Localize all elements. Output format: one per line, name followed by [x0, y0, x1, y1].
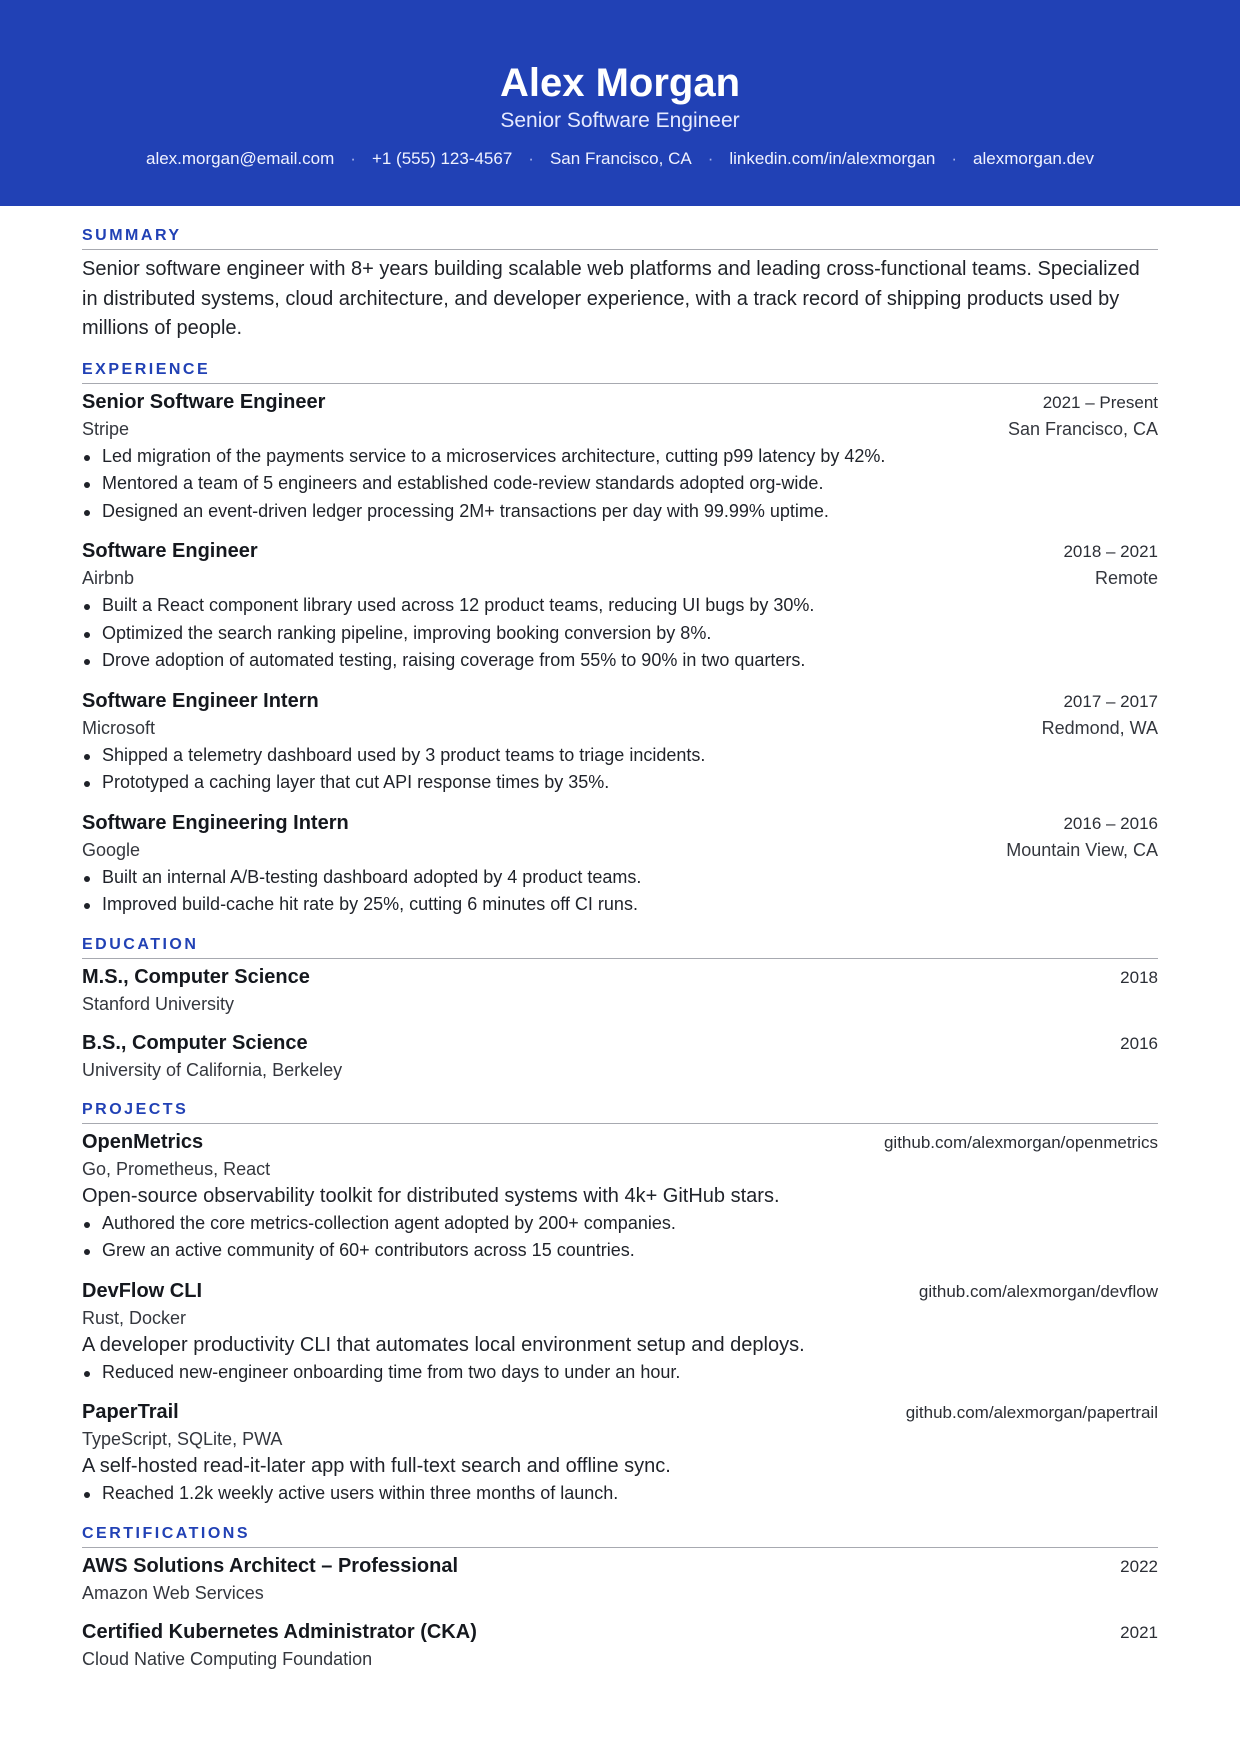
- bullet-item: Designed an event-driven ledger processing 2M+ transactions per day with 99.99% uptime.: [82, 498, 1158, 526]
- graduation-year: 2018: [1120, 967, 1158, 987]
- degree-name: B.S., Computer Science: [82, 1031, 308, 1054]
- project-stack: TypeScript, SQLite, PWA: [82, 1429, 283, 1449]
- job-dates: 2021 – Present: [1042, 392, 1158, 412]
- bullet-item: Reduced new-engineer onboarding time from two days to under an hour.: [82, 1359, 1158, 1387]
- job-company: Google: [82, 839, 141, 860]
- summary-section: [82, 226, 1158, 344]
- contact-linkedin[interactable]: linkedin.com/in/alexmorgan: [729, 149, 936, 168]
- certification-name: AWS Solutions Architect – Professional: [82, 1554, 458, 1577]
- bullet-item: Shipped a telemetry dashboard used by 3 product teams to triage incidents.: [82, 742, 1158, 770]
- job-entry: [82, 538, 1158, 675]
- section-heading: PROJECTS: [82, 1100, 1158, 1124]
- job-role: Software Engineering Intern: [82, 811, 349, 834]
- job-company: Microsoft: [82, 717, 156, 738]
- job-location: Mountain View, CA: [1006, 839, 1158, 860]
- bullet-item: Optimized the search ranking pipeline, improving booking conversion by 8%.: [82, 620, 1158, 648]
- certification-entry: [82, 1553, 1158, 1607]
- project-description: Open-source observability toolkit for distributed systems with 4k+ GitHub stars.: [82, 1184, 780, 1207]
- projects-section: [82, 1100, 1158, 1508]
- job-role: Software Engineer: [82, 540, 258, 562]
- contact-separator: ·: [350, 149, 356, 168]
- bullet-item: Improved build-cache hit rate by 25%, cutting 6 minutes off CI runs.: [82, 891, 1158, 919]
- certification-name: Certified Kubernetes Administrator (CKA): [82, 1620, 477, 1643]
- job-location: Redmond, WA: [1041, 717, 1158, 738]
- contact-separator: ·: [951, 149, 958, 168]
- contact-bar: [0, 148, 1240, 170]
- job-bullets: [82, 742, 1158, 797]
- bullet-item: Mentored a team of 5 engineers and established code-review standards adopted org-wide.: [82, 470, 1158, 498]
- summary-text: Senior software engineer with 8+ years building scalable web platforms and leading cross-functional teams. Specialized in distributed systems, cloud architecture, and developer experience, with a track record of shipping products used by millions of people.: [82, 258, 1140, 339]
- candidate-title: Senior Software Engineer: [500, 109, 740, 132]
- certification-entry: [82, 1619, 1158, 1673]
- project-link[interactable]: github.com/alexmorgan/openmetrics: [883, 1132, 1158, 1152]
- contact-location: San Francisco, CA: [549, 149, 692, 168]
- project-description: A developer productivity CLI that automates local environment setup and deploys.: [82, 1333, 805, 1356]
- bullet-item: Prototyped a caching layer that cut API response times by 35%.: [82, 769, 1158, 797]
- project-bullets: [82, 1210, 1158, 1265]
- school-name: University of California, Berkeley: [82, 1059, 343, 1080]
- certification-issuer: Cloud Native Computing Foundation: [82, 1648, 373, 1669]
- bullet-item: Authored the core metrics-collection agent adopted by 200+ companies.: [82, 1210, 1158, 1238]
- resume-body: [82, 226, 1158, 1673]
- degree-name: M.S., Computer Science: [82, 965, 310, 988]
- school-name: Stanford University: [82, 993, 235, 1014]
- project-bullets: [82, 1480, 1158, 1508]
- project-name: OpenMetrics: [82, 1130, 204, 1153]
- experience-section: [82, 360, 1158, 919]
- section-heading: SUMMARY: [82, 226, 1158, 250]
- job-location: San Francisco, CA: [1007, 418, 1158, 439]
- certification-year: 2021: [1120, 1622, 1158, 1642]
- project-stack: Rust, Docker: [82, 1307, 187, 1328]
- graduation-year: 2016: [1120, 1033, 1158, 1053]
- bullet-item: Led migration of the payments service to a microservices architecture, cutting p99 latency by 42%.: [82, 443, 1158, 471]
- job-company: Stripe: [82, 418, 130, 439]
- candidate-name: Alex Morgan: [499, 61, 741, 105]
- bullet-item: Built a React component library used across 12 product teams, reducing UI bugs by 30%.: [82, 592, 1158, 620]
- section-heading: EXPERIENCE: [82, 360, 1158, 384]
- job-bullets: [82, 864, 1158, 919]
- job-entry: [82, 688, 1158, 797]
- project-stack: Go, Prometheus, React: [82, 1158, 271, 1179]
- job-company: Airbnb: [82, 568, 135, 588]
- job-role: Senior Software Engineer: [82, 390, 326, 413]
- contact-email[interactable]: alex.morgan@email.com: [145, 149, 335, 168]
- contact-separator: ·: [528, 149, 534, 168]
- education-entry: [82, 1030, 1158, 1084]
- job-dates: 2016 – 2016: [1063, 813, 1158, 833]
- job-bullets: [82, 592, 1158, 675]
- job-entry: [82, 389, 1158, 526]
- job-entry: [82, 810, 1158, 919]
- section-heading: EDUCATION: [82, 935, 1158, 959]
- job-dates: 2017 – 2017: [1063, 691, 1158, 711]
- project-link[interactable]: github.com/alexmorgan/devflow: [918, 1281, 1158, 1301]
- project-name: DevFlow CLI: [82, 1279, 203, 1302]
- bullet-item: Drove adoption of automated testing, raising coverage from 55% to 90% in two quarters.: [82, 647, 1158, 675]
- bullet-item: Built an internal A/B-testing dashboard adopted by 4 product teams.: [82, 864, 1158, 892]
- education-section: [82, 935, 1158, 1084]
- bullet-item: Reached 1.2k weekly active users within three months of launch.: [82, 1480, 1158, 1508]
- project-name: PaperTrail: [82, 1401, 179, 1423]
- contact-phone[interactable]: +1 (555) 123-4567: [371, 149, 513, 168]
- project-entry: [82, 1129, 1158, 1265]
- project-entry: [82, 1399, 1158, 1508]
- education-entry: [82, 964, 1158, 1018]
- job-dates: 2018 – 2021: [1063, 542, 1158, 561]
- project-link[interactable]: github.com/alexmorgan/papertrail: [905, 1403, 1158, 1422]
- certification-year: 2022: [1120, 1556, 1158, 1576]
- contact-website[interactable]: alexmorgan.dev: [973, 149, 1095, 168]
- project-entry: [82, 1278, 1158, 1387]
- certifications-section: [82, 1524, 1158, 1673]
- project-description: A self-hosted read-it-later app with full-text search and offline sync.: [82, 1455, 671, 1477]
- job-role: Software Engineer Intern: [82, 689, 319, 712]
- bullet-item: Grew an active community of 60+ contributors across 15 countries.: [82, 1237, 1158, 1265]
- section-heading: CERTIFICATIONS: [82, 1524, 1158, 1548]
- certification-issuer: Amazon Web Services: [82, 1582, 264, 1603]
- job-bullets: [82, 443, 1158, 526]
- project-bullets: [82, 1359, 1158, 1387]
- job-location: Remote: [1094, 568, 1158, 588]
- contact-separator: ·: [707, 149, 714, 168]
- resume-header: [0, 0, 1240, 206]
